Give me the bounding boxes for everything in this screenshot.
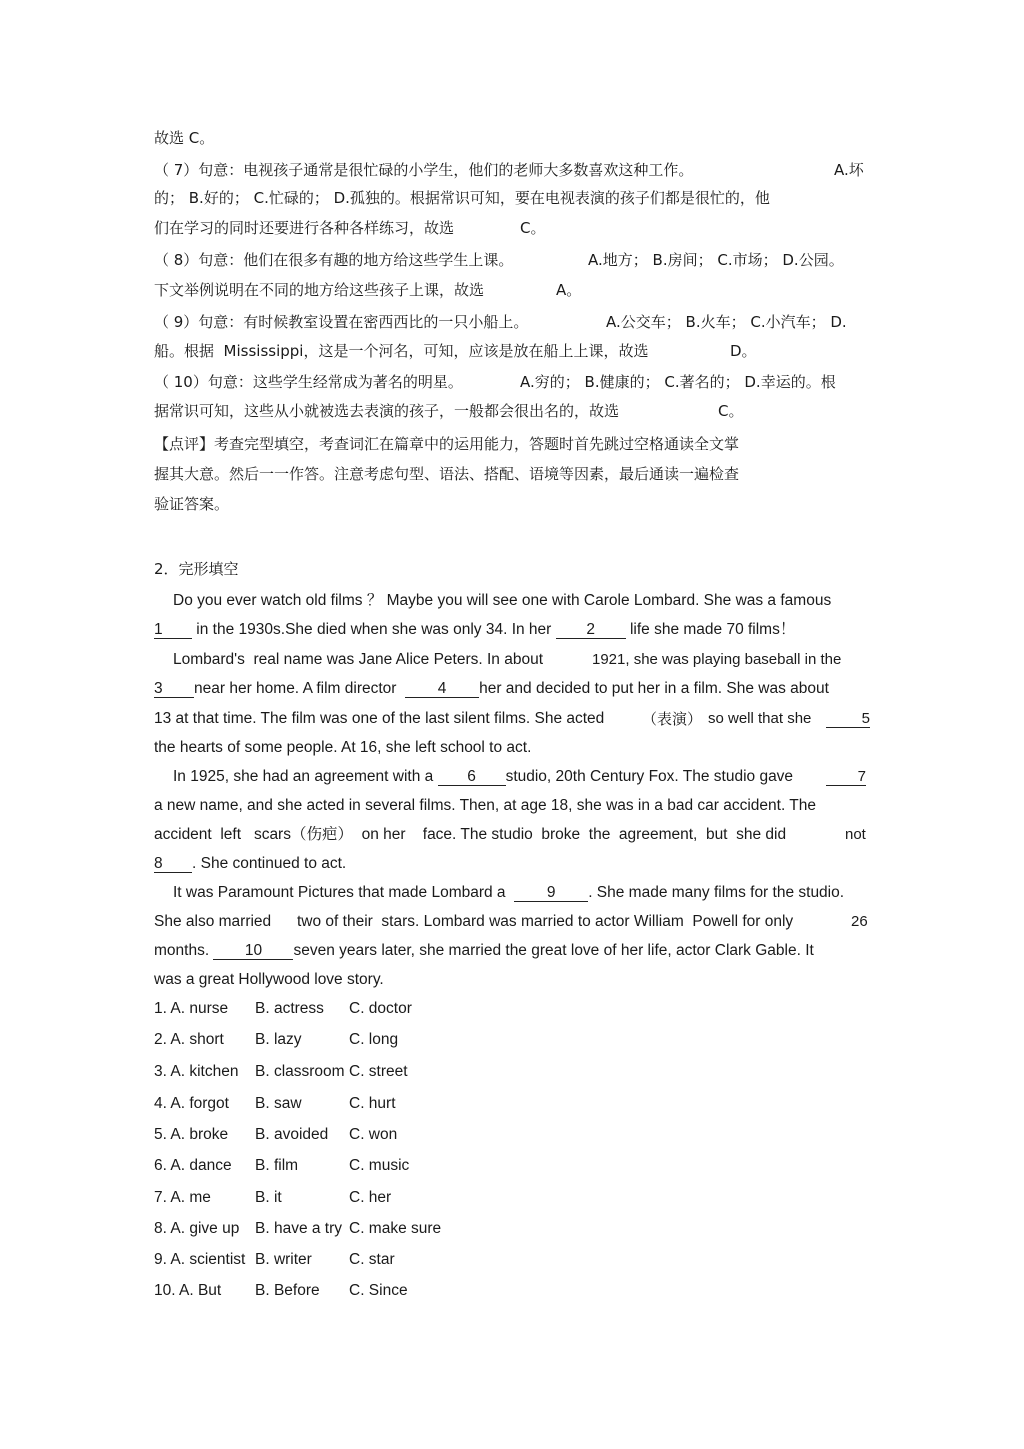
analysis-line-10: 据常识可知，这些从小就被选去表演的孩子，一般都会很出名的，故选: [154, 402, 620, 420]
passage-line-12: She also married two of their stars. Lombard was married to actor William Powell for only: [154, 913, 794, 930]
passage-line-9: accident left scars（伤疤） on her face. The studio broke the agreement, but she did: [154, 826, 787, 843]
comment-line-3: 验证答案。: [154, 495, 230, 513]
passage-line-10: [154, 854, 346, 874]
option-9-a: 9. A. scientist: [154, 1251, 246, 1268]
analysis-line-10-answer: C。: [718, 402, 744, 420]
passage-line-3b: 1921, she was playing baseball in the: [592, 651, 842, 668]
option-4-b: B. saw: [255, 1095, 302, 1112]
passage-text: . She made many films for the studio.: [588, 884, 845, 901]
analysis-line-4: 们在学习的同时还要进行各种各样练习，故选: [154, 219, 455, 237]
option-5-a: 5. A. broke: [154, 1126, 229, 1143]
analysis-line-2-option: A.坏: [834, 161, 864, 179]
passage-line-4: [154, 679, 829, 699]
blank-7: 7: [826, 769, 866, 786]
blank-9: 9: [514, 885, 588, 902]
analysis-line-5: （ 8）句意：他们在很多有趣的地方给这些学生上课。: [154, 251, 514, 269]
option-1-a: 1. A. nurse: [154, 1000, 229, 1017]
analysis-line-6: 下文举例说明在不同的地方给这些孩子上课，故选: [154, 281, 485, 299]
blank-5-wrap: [826, 709, 870, 729]
passage-text: . She continued to act.: [192, 855, 347, 872]
option-3-c: C. street: [349, 1063, 408, 1080]
blank-10: 10: [213, 943, 293, 960]
blank-1: 1: [154, 622, 192, 639]
passage-line-2: [154, 620, 795, 640]
analysis-line-7-options: A.公交车； B.火车； C.小汽车； D.: [606, 313, 847, 331]
option-2-c: C. long: [349, 1031, 399, 1048]
passage-line-6: the hearts of some people. At 16, she left school to act.: [154, 739, 532, 756]
option-5-b: B. avoided: [255, 1126, 329, 1143]
passage-text: her and decided to put her in a film. She was about: [479, 680, 829, 697]
option-8-b: B. have a try: [255, 1220, 343, 1237]
option-2-b: B. lazy: [255, 1031, 302, 1048]
option-4-a: 4. A. forgot: [154, 1095, 229, 1112]
passage-text: In 1925, she had an agreement with a: [173, 768, 434, 785]
passage-line-3: Lombard's real name was Jane Alice Peters. In about: [173, 651, 543, 668]
option-7-c: C. her: [349, 1189, 392, 1206]
blank-2: 2: [556, 622, 626, 639]
analysis-line-9: （ 10）句意：这些学生经常成为著名的明星。: [154, 373, 463, 391]
passage-line-12b: 26: [851, 913, 868, 930]
option-6-c: C. music: [349, 1157, 410, 1174]
passage-line-11: [173, 883, 844, 903]
passage-text: near her home. A film director: [194, 680, 397, 697]
option-10-c: C. Since: [349, 1282, 408, 1299]
passage-text: months.: [154, 942, 210, 959]
analysis-line-4-answer: C。: [520, 219, 546, 237]
section-title: 2．完形填空: [154, 560, 239, 578]
option-2-a: 2. A. short: [154, 1031, 224, 1048]
analysis-line-3: 的； B.好的； C.忙碌的； D.孤独的。根据常识可知，要在电视表演的孩子们都是很忙的，他: [154, 189, 770, 207]
option-9-b: B. writer: [255, 1251, 312, 1268]
blank-8: 8: [154, 856, 192, 873]
analysis-line-6-answer: A。: [556, 281, 582, 299]
passage-line-14: was a great Hollywood love story.: [154, 971, 384, 988]
comment-line-1: 【点评】考查完型填空，考查词汇在篇章中的运用能力，答题时首先跳过空格通读全文掌: [154, 435, 740, 453]
passage-line-5b: so well that she: [708, 710, 812, 727]
option-1-c: C. doctor: [349, 1000, 412, 1017]
analysis-line-7: （ 9）句意：有时候教室设置在密西西比的一只小船上。: [154, 313, 529, 331]
option-7-b: B. it: [255, 1189, 282, 1206]
option-6-b: B. film: [255, 1157, 299, 1174]
analysis-line-9-options: A.穷的； B.健康的； C.著名的； D.幸运的。根: [520, 373, 836, 391]
passage-line-5: 13 at that time. The film was one of the last silent films. She acted: [154, 710, 605, 727]
passage-text: studio, 20th Century Fox. The studio gave: [505, 768, 794, 785]
passage-text: life she made 70 films！: [625, 621, 796, 638]
option-6-a: 6. A. dance: [154, 1157, 232, 1174]
analysis-line-8: 船。根据 Mississippi，这是一个河名，可知，应该是放在船上上课，故选: [154, 342, 649, 360]
passage-line-5-gloss: （表演）: [642, 710, 703, 728]
option-10-b: B. Before: [255, 1282, 320, 1299]
passage-line-8: a new name, and she acted in several films. Then, at age 18, she was in a bad car accident. The: [154, 797, 817, 814]
analysis-line-1: 故选 C。: [154, 129, 215, 147]
passage-line-7: [173, 767, 793, 787]
passage-text: in the 1930s.She died when she was only 34. In her: [192, 621, 552, 638]
option-5-c: C. won: [349, 1126, 398, 1143]
option-1-b: B. actress: [255, 1000, 324, 1017]
passage-text: It was Paramount Pictures that made Lombard a: [173, 884, 506, 901]
analysis-line-2: （ 7）句意：电视孩子通常是很忙碌的小学生，他们的老师大多数喜欢这种工作。: [154, 161, 694, 179]
analysis-line-8-answer: D。: [730, 342, 757, 360]
passage-line-9b: not: [845, 826, 866, 843]
option-4-c: C. hurt: [349, 1095, 396, 1112]
comment-line-2: 握其大意。然后一一作答。注意考虑句型、语法、搭配、语境等因素，最后通读一遍检查: [154, 465, 740, 483]
passage-line-13: [154, 941, 814, 961]
passage-text: seven years later, she married the great love of her life, actor Clark Gable. It: [293, 942, 814, 959]
passage-line-1: Do you ever watch old films ？ Maybe you will see one with Carole Lombard. She was a famous: [173, 592, 832, 609]
option-3-b: B. classroom: [255, 1063, 345, 1080]
blank-3: 3: [154, 681, 194, 698]
blank-7-wrap: [826, 767, 866, 787]
option-9-c: C. star: [349, 1251, 395, 1268]
option-8-a: 8. A. give up: [154, 1220, 240, 1237]
analysis-line-5-options: A.地方； B.房间； C.市场； D.公园。: [588, 251, 844, 269]
blank-4: 4: [405, 681, 479, 698]
blank-5: 5: [826, 711, 870, 728]
option-3-a: 3. A. kitchen: [154, 1063, 239, 1080]
option-7-a: 7. A. me: [154, 1189, 211, 1206]
option-10-a: 10. A. But: [154, 1282, 222, 1299]
blank-6: 6: [438, 769, 506, 786]
option-8-c: C. make sure: [349, 1220, 442, 1237]
